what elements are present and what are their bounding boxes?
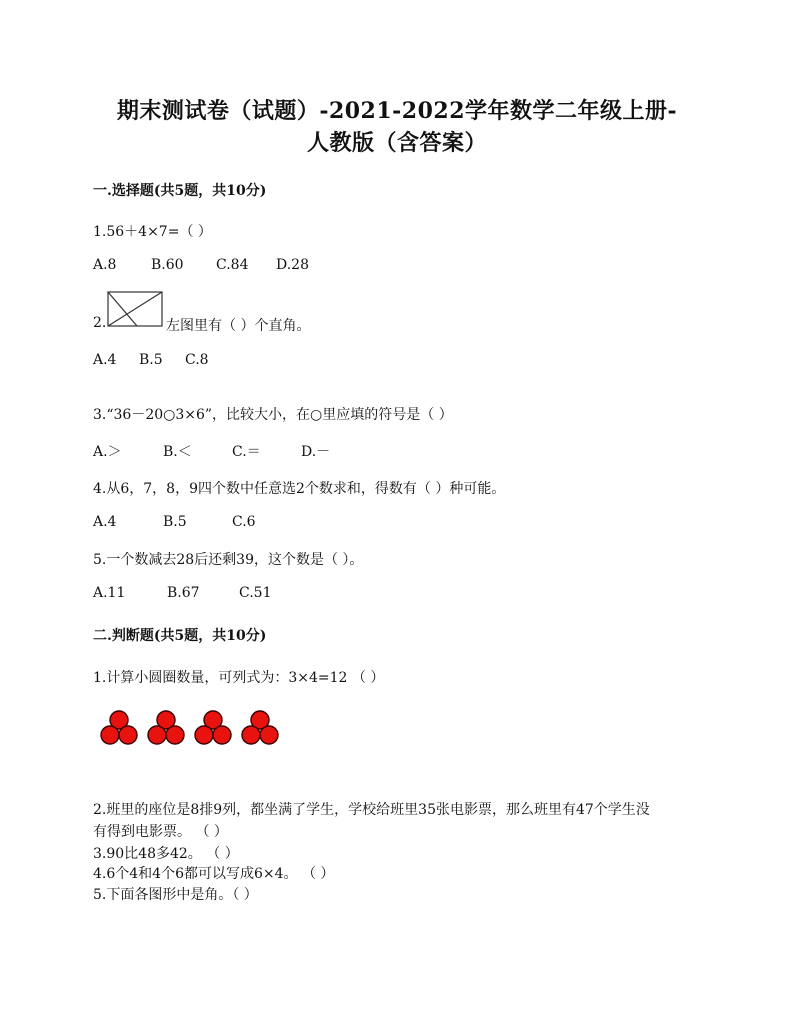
- question-3: 3.“36－20○3×6”，比较大小，在○里应填的符号是（ ）: [93, 407, 453, 423]
- section1-heading: 一.选择题(共5题，共10分): [93, 183, 267, 199]
- red-circle: [242, 726, 260, 744]
- option-a: A.4: [93, 514, 117, 530]
- option-a: A.4: [93, 352, 117, 368]
- option-a: A.＞: [93, 444, 122, 460]
- red-circle: [260, 726, 278, 744]
- page-title-line1: 期末测试卷（试题）-2021-2022学年数学二年级上册-: [116, 98, 678, 124]
- option-b: B.67: [167, 585, 200, 601]
- option-d: D.－: [301, 444, 331, 460]
- judge-question-5: 5.下面各图形中是角。（ ）: [93, 887, 258, 903]
- red-circle: [119, 726, 137, 744]
- option-c: C.84: [216, 257, 249, 273]
- envelope-diagram-icon: [107, 291, 163, 327]
- red-circle: [166, 726, 184, 744]
- red-circle: [148, 726, 166, 744]
- option-b: B.60: [151, 257, 184, 273]
- judge-question-1: 1.计算小圆圈数量，可列式为：3×4=12 （ ）: [93, 670, 385, 686]
- option-a: A.11: [93, 585, 126, 601]
- option-b: B.5: [163, 514, 187, 530]
- option-b: B.＜: [163, 444, 192, 460]
- red-circle: [213, 726, 231, 744]
- question-4: 4.从6，7，8，9四个数中任意选2个数求和，得数有（ ）种可能。: [93, 481, 506, 497]
- judge-question-3: 3.90比48多42。 （ ）: [93, 846, 239, 862]
- judge-question-4: 4.6个4和4个6都可以写成6×4。 （ ）: [93, 866, 335, 882]
- judge-question-2-line2: 有得到电影票。 （ ）: [93, 824, 228, 840]
- red-circle: [195, 726, 213, 744]
- option-b: B.5: [139, 352, 163, 368]
- option-c: C.51: [239, 585, 272, 601]
- question-2: 左图里有（ ）个直角。: [166, 318, 311, 334]
- question-1: 1.56＋4×7=（ ）: [93, 224, 212, 240]
- page-title-line2: 人教版（含答案）: [306, 130, 487, 156]
- red-circle: [101, 726, 119, 744]
- option-c: C.6: [232, 514, 256, 530]
- option-c: C.＝: [232, 444, 261, 460]
- judge-question-2-line1: 2.班里的座位是8排9列，都坐满了学生，学校给班里35张电影票，那么班里有47个学生没: [93, 802, 650, 818]
- question-2-prefix: 2.: [93, 315, 107, 331]
- red-circle-group-icon: [95, 708, 285, 748]
- option-a: A.8: [93, 257, 117, 273]
- question-5: 5.一个数减去28后还剩39，这个数是（ ）。: [93, 552, 364, 568]
- section2-heading: 二.判断题(共5题，共10分): [93, 628, 267, 644]
- option-c: C.8: [185, 352, 209, 368]
- option-d: D.28: [276, 257, 309, 273]
